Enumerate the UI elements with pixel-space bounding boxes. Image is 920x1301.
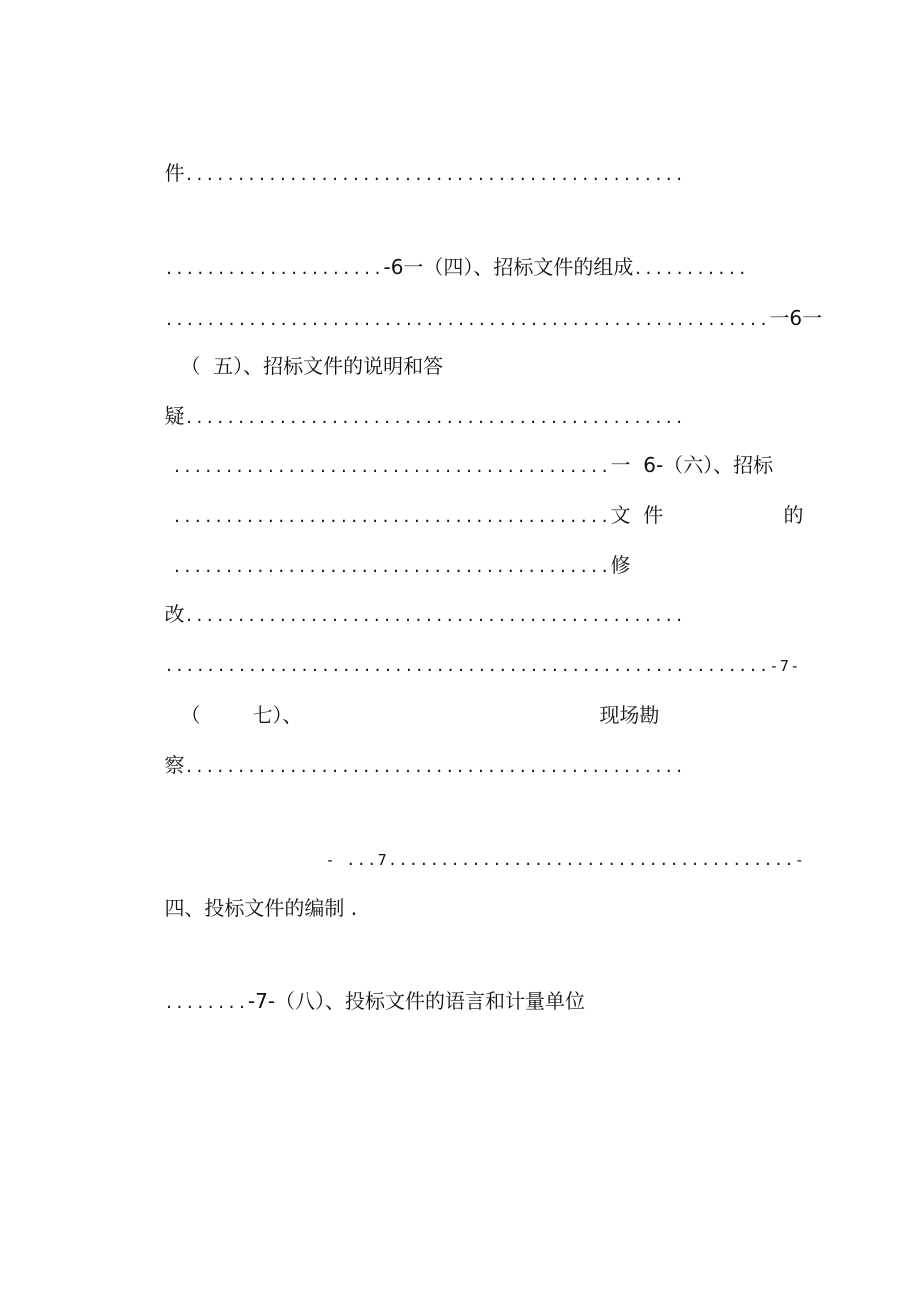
toc-text: 疑 [164, 404, 185, 428]
toc-line-1 [139, 137, 685, 211]
toc-text: 修 [610, 553, 631, 577]
toc-entry-yuyan: -7-（八）、投标文件的语言和计量单位 [247, 989, 586, 1013]
toc-page-number: -7- [769, 657, 801, 675]
toc-line-14 [139, 872, 357, 944]
toc-leader-dots: ................................................ [184, 409, 686, 427]
toc-line-13 [300, 822, 805, 896]
toc-entry-xiugai-start: 一 6-（六）、招标 [610, 453, 774, 477]
toc-leader-dots: .......................................... [172, 508, 611, 526]
toc-leader-dots: ................................................ [184, 166, 686, 184]
toc-text: 改 [164, 602, 185, 626]
toc-entry-bianzhi: 四、投标文件的编制 . [164, 896, 358, 920]
toc-entry-shuoming: （ 五）、招标文件的说明和答 [180, 354, 444, 378]
toc-entry-zuocheng: -6一（四）、招标文件的组成 [383, 255, 634, 279]
toc-text: 七）、 [252, 703, 303, 727]
toc-leader-dots: ................................................ [184, 607, 686, 625]
toc-leader-dots: .......................................... [172, 458, 611, 476]
toc-entry-xianchang: 现场勘 [599, 703, 660, 727]
toc-leader-dots: .......................................................... [164, 657, 770, 675]
toc-page-number: - ...7.......................................- [325, 851, 806, 869]
toc-line-15 [139, 965, 585, 1039]
toc-text: 察 [164, 753, 185, 777]
toc-text: 件 [164, 161, 185, 185]
toc-line-12 [139, 729, 685, 803]
toc-leader-dots: .......................................................... [164, 311, 770, 329]
toc-leader-dots: ........... [633, 260, 749, 278]
toc-line-7-tail [758, 479, 803, 551]
toc-text: 的 [783, 503, 804, 527]
toc-leader-dots: ..................... [164, 260, 384, 278]
toc-leader-dots: ........ [164, 994, 248, 1012]
toc-text: 文 件 [610, 503, 664, 527]
toc-page-number: 一6一 [769, 306, 823, 330]
toc-leader-dots: .......................................... [172, 558, 611, 576]
toc-leader-dots: ................................................ [184, 758, 686, 776]
toc-text: （ [180, 703, 201, 727]
